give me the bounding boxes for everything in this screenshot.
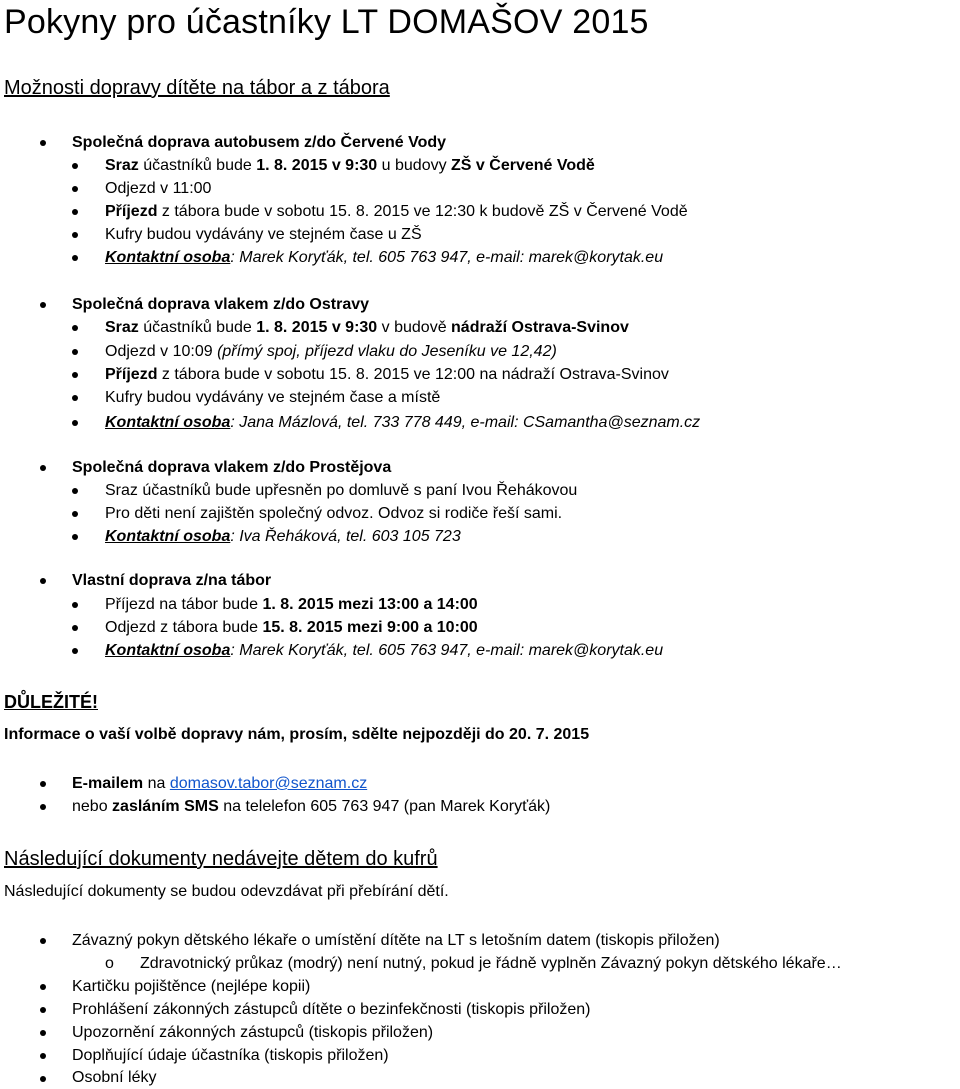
bullet (40, 1007, 46, 1013)
list-item: Upozornění zákonných zástupců (tiskopis přiložen) (72, 1024, 434, 1041)
bullet (40, 302, 46, 308)
list-item: Závazný pokyn dětského lékaře o umístění dítěte na LT s letošním datem (tiskopis přiložen) (72, 932, 720, 949)
transport-heading: Možnosti dopravy dítěte na tábor a z tábora (4, 77, 390, 99)
bullet (72, 325, 78, 331)
list-item: Pro děti není zajištěn společný odvoz. Odvoz si rodiče řeší sami. (105, 505, 563, 522)
bus-section-label: Společná doprava autobusem z/do Červené Vody (72, 134, 447, 151)
list-item: nebo zasláním SMS na telelefon 605 763 947 (pan Marek Koryťák) (72, 798, 551, 815)
bullet (72, 186, 78, 192)
bullet (72, 625, 78, 631)
bullet (72, 395, 78, 401)
bullet (40, 1030, 46, 1036)
bullet (40, 1076, 46, 1082)
bullet (72, 232, 78, 238)
contact-line: Kontaktní osoba: Iva Řeháková, tel. 603 105 723 (105, 528, 461, 545)
list-item: Příjezd z tábora bude v sobotu 15. 8. 2015 ve 12:00 na nádraží Ostrava-Svinov (105, 366, 669, 383)
list-item: E-mailem na domasov.tabor@seznam.cz (72, 775, 368, 792)
own-transport-label: Vlastní doprava z/na tábor (72, 572, 272, 589)
bullet (40, 578, 46, 584)
list-item: Kartičku pojištěnce (nejlépe kopii) (72, 978, 311, 995)
list-item: Odjezd v 11:00 (105, 180, 212, 197)
contact-line: Kontaktní osoba: Marek Koryťák, tel. 605 763 947, e-mail: marek@korytak.eu (105, 249, 664, 266)
contact-line: Kontaktní osoba: Jana Mázlová, tel. 733 778 449, e-mail: CSamantha@seznam.cz (105, 414, 701, 431)
bullet (40, 804, 46, 810)
bullet (72, 534, 78, 540)
bullet (40, 984, 46, 990)
contact-line: Kontaktní osoba: Marek Koryťák, tel. 605 763 947, e-mail: marek@korytak.eu (105, 642, 664, 659)
ostrava-section-label: Společná doprava vlakem z/do Ostravy (72, 296, 370, 313)
list-item: Doplňující údaje účastníka (tiskopis přiložen) (72, 1047, 389, 1064)
list-item: Odjezd v 10:09 (přímý spoj, příjezd vlaku do Jeseníku ve 12,42) (105, 343, 557, 360)
bullet (72, 163, 78, 169)
bullet (72, 648, 78, 654)
bullet (40, 781, 46, 787)
list-item: Příjezd z tábora bude v sobotu 15. 8. 2015 ve 12:30 k budově ZŠ v Červené Vodě (105, 203, 688, 220)
bullet (72, 209, 78, 215)
bullet (40, 1053, 46, 1059)
list-item: Osobní léky (72, 1069, 157, 1086)
list-item: Příjezd na tábor bude 1. 8. 2015 mezi 13:00 a 14:00 (105, 596, 478, 613)
bullet (40, 140, 46, 146)
sub-marker: o (105, 955, 114, 972)
list-item: Sraz účastníků bude 1. 8. 2015 v 9:30 v budově nádraží Ostrava-Svinov (105, 319, 629, 336)
important-label: DŮLEŽITÉ! (4, 692, 98, 712)
bullet (72, 511, 78, 517)
sub-list-item: Zdravotnický průkaz (modrý) není nutný, pokud je řádně vyplněn Závazný pokyn dětského lékaře… (140, 955, 842, 972)
list-item: Prohlášení zákonných zástupců dítěte o bezinfekčnosti (tiskopis přiložen) (72, 1001, 591, 1018)
bullet (40, 938, 46, 944)
prostejov-section-label: Společná doprava vlakem z/do Prostějova (72, 459, 392, 476)
bullet (72, 372, 78, 378)
documents-intro: Následující dokumenty se budou odevzdávat při přebírání dětí. (4, 883, 449, 900)
list-item: Sraz účastníků bude 1. 8. 2015 v 9:30 u budovy ZŠ v Červené Vodě (105, 157, 595, 174)
list-item: Kufry budou vydávány ve stejném čase u ZŠ (105, 226, 422, 243)
bullet (72, 255, 78, 261)
list-item: Odjezd z tábora bude 15. 8. 2015 mezi 9:00 a 10:00 (105, 619, 478, 636)
bullet (40, 465, 46, 471)
list-item: Kufry budou vydávány ve stejném čase a místě (105, 389, 441, 406)
documents-heading: Následující dokumenty nedávejte dětem do kufrů (4, 848, 438, 870)
bullet (72, 602, 78, 608)
bullet (72, 488, 78, 494)
list-item: Sraz účastníků bude upřesněn po domluvě s paní Ivou Řehákovou (105, 482, 578, 499)
bullet (72, 420, 78, 426)
email-link[interactable]: domasov.tabor@seznam.cz (169, 775, 368, 792)
page-title: Pokyny pro účastníky LT DOMAŠOV 2015 (4, 3, 649, 41)
important-info: Informace o vaší volbě dopravy nám, prosím, sdělte nejpozději do 20. 7. 2015 (4, 726, 590, 743)
bullet (72, 349, 78, 355)
